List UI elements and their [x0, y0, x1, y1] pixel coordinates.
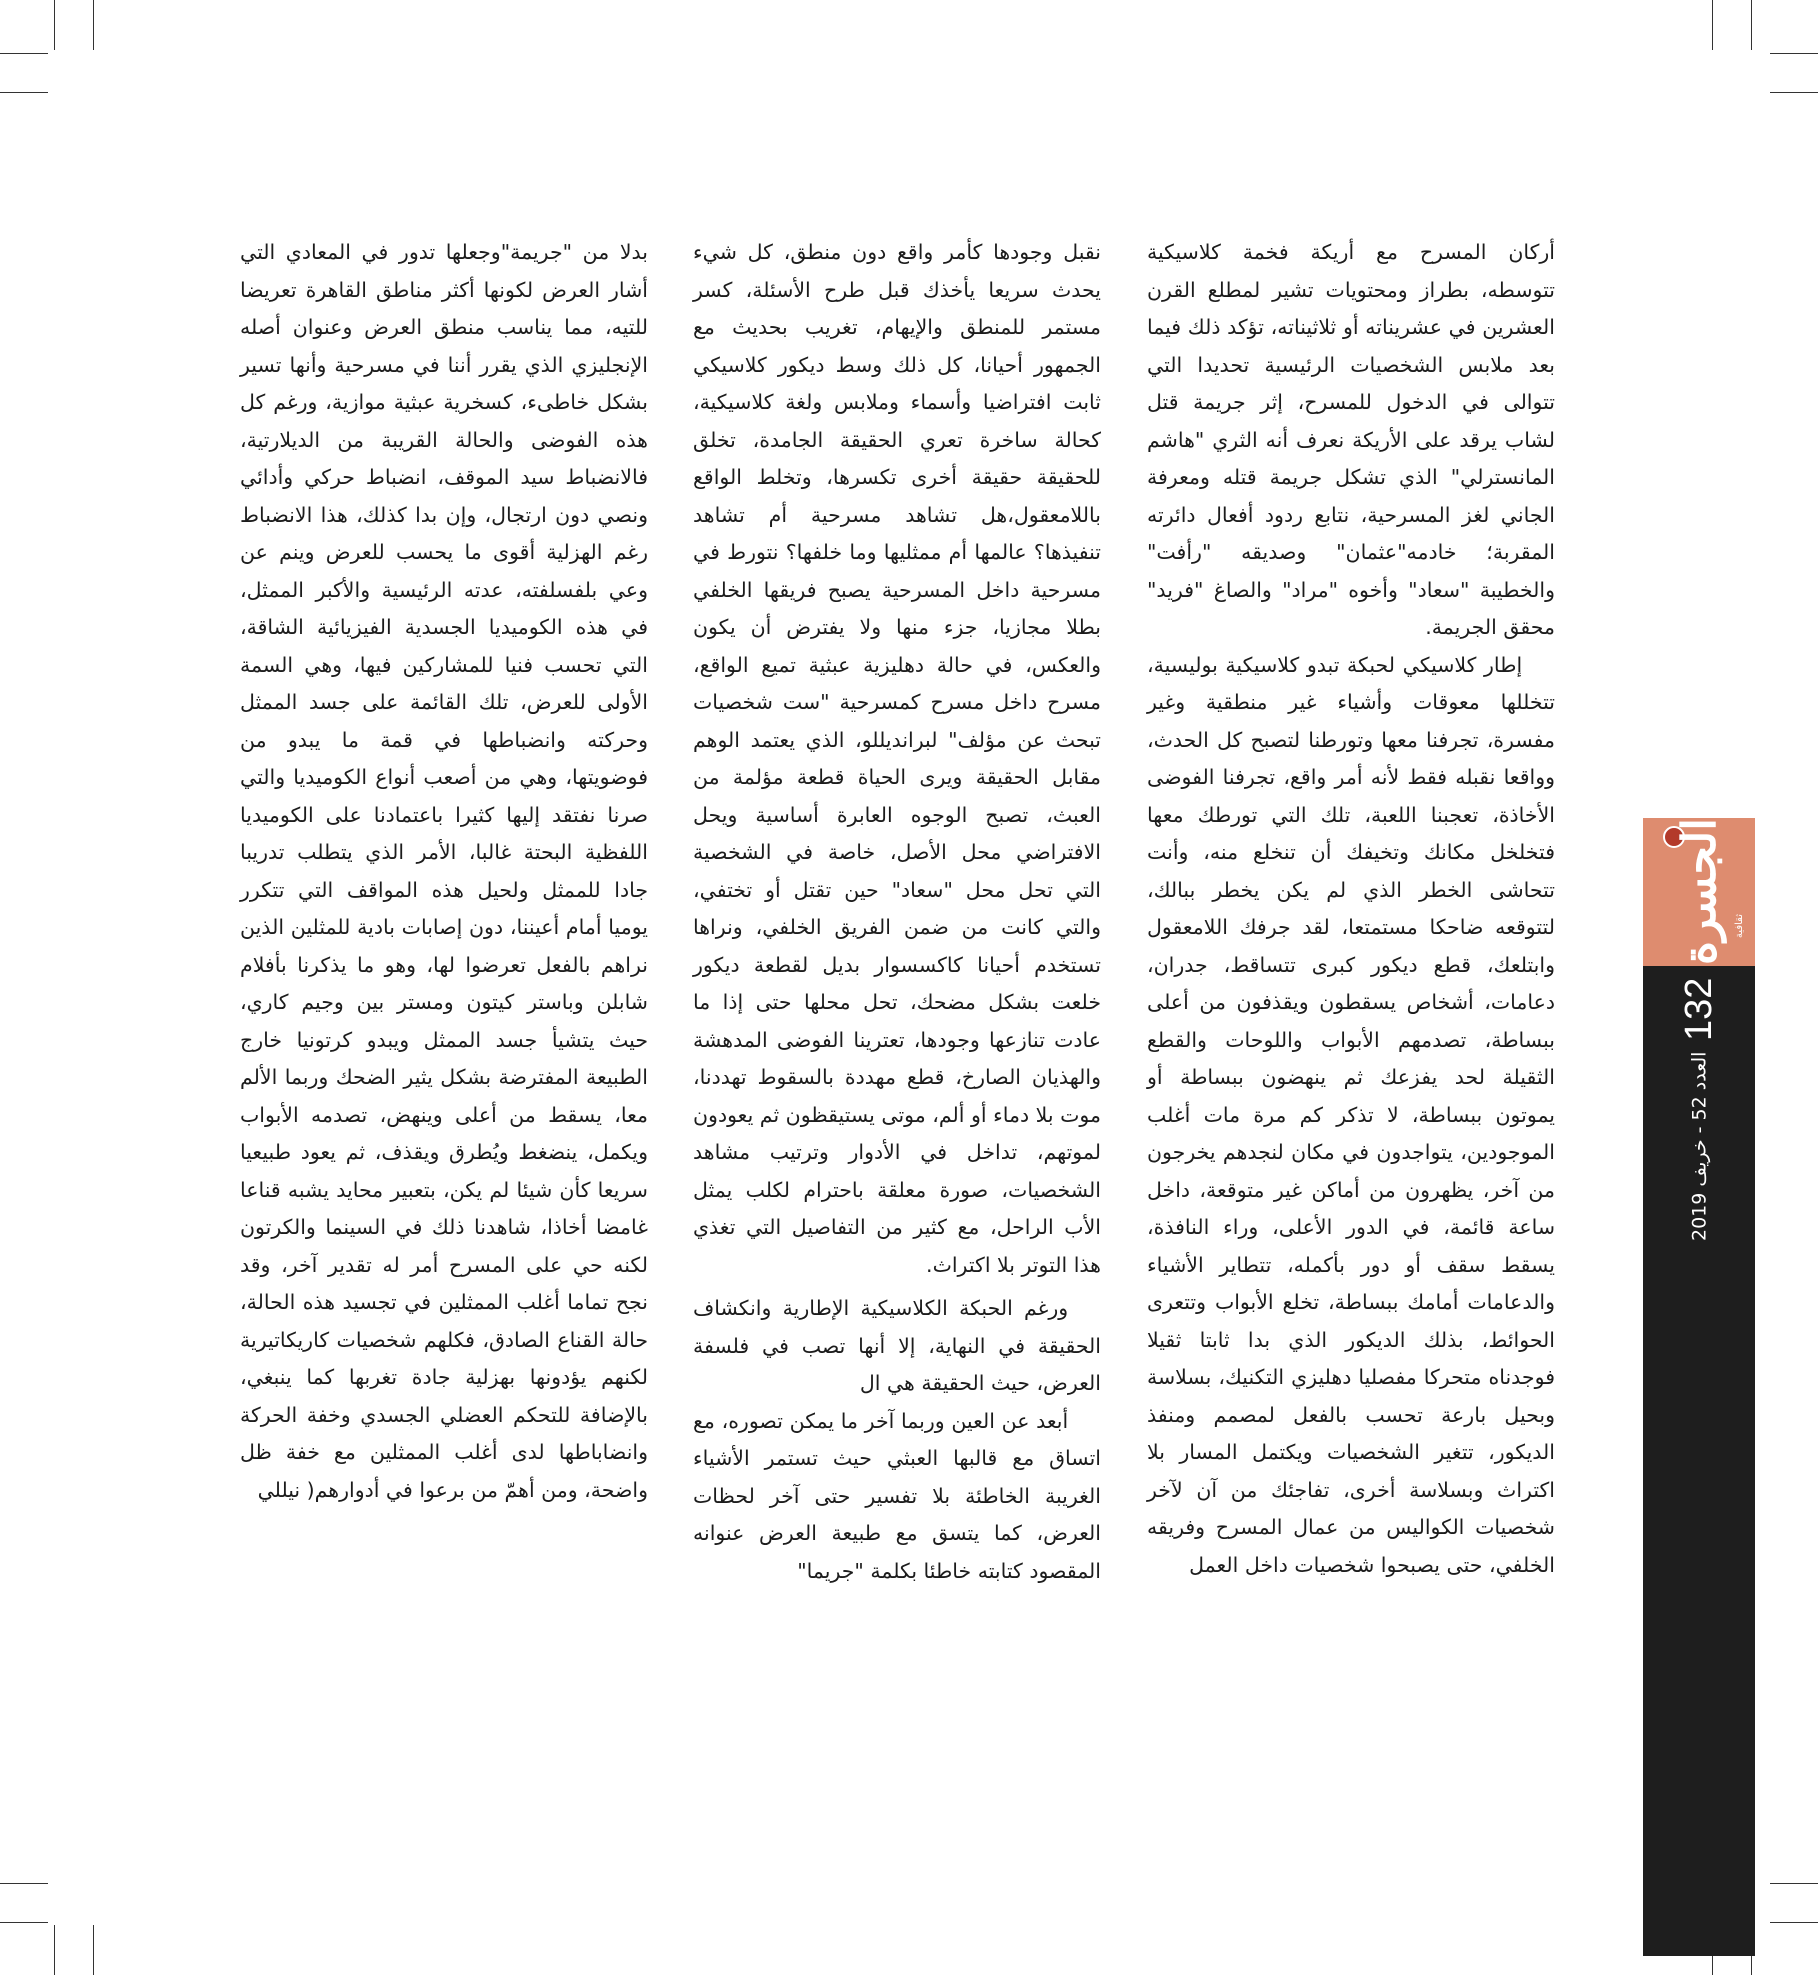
crop-mark — [0, 53, 48, 54]
paragraph: بدلا من "جريمة"وجعلها تدور في المعادي التي أشار العرض لكونها أكثر مناطق القاهرة تعريضا للتيه، مما يناسب منطق العرض وعنوان أصله الإنجليزي الذي يقرر أننا في مسرحية وأنها تسير بشكل خاطىء، كسخرية عبثية موازية، ورغم كل هذه الفوضى والحالة القريبة من الديلارتية، فالانضباط سيد الموقف، انضباط حركي وأدائي ونصي دون ارتجال، وإن بدا كذلك، هذا الانضباط رغم الهزلية أقوى ما يحسب للعرض وينم عن وعي بلفسلفته، عدته الرئيسية والأكبر الممثل، في هذه الكوميديا الجسدية الفيزيائية الشاقة، التي تحسب فنيا للمشاركين فيها، وهي السمة الأولى للعرض، تلك القائمة على جسد الممثل وحركته وانضباطها في قمة ما يبدو من فوضويتها، وهي من أصعب أنواع الكوميديا والتي صرنا نفتقد إليها كثيرا باعتمادنا على الكوميديا اللفظية البحتة غالبا، الأمر الذي يتطلب تدريبا جادا للممثل ولحيل هذه المواقف التي تتكرر يوميا أمام أعيننا، دون إصابات بادية للمثلين الذين نراهم بالفعل تعرضوا لها، وهو ما يذكرنا بأفلام شابلن وباستر كيتون ومستر بين وجيم كاري، حيث يتشيأ جسد الممثل ويبدو كرتونيا خارج الطبيعة المفترضة بشكل يثير الضحك وربما الألم معا، يسقط من أعلى وينهض، تصدمه الأبواب ويكمل، ينضغط ويُطرق ويقذف، ثم يعود طبيعيا سريعا كأن شيئا لم يكن، بتعبير محايد يشبه قناعا غامضا أخاذا، شاهدنا ذلك في السينما والكرتون لكنه حي على المسرح أمر له تقدير آخر، وقد نجح تماما أغلب الممثلين في تجسيد هذه الحالة، حالة القناع الصادق، فكلهم شخصيات كاريكاتيرية لكنهم يؤدونها بهزلية جادة تغربها كما ينبغي، بالإضافة للتحكم العضلي الجسدي وخفة الحركة وانضاباطها لدى أغلب الممثلين مع خفة ظل واضحة، ومن أهمّ من برعوا في أدوارهم( نيللي — [240, 240, 648, 1502]
crop-mark — [1770, 92, 1818, 93]
paragraph: أركان المسرح مع أريكة فخمة كلاسيكية تتوسطه، بطراز ومحتويات تشير لمطلع القرن العشرين في عشريناته أو ثلاثيناته، تؤكد ذلك فيما بعد ملابس الشخصيات الرئيسية تحديدا التي تتوالى في الدخول للمسرح، إثر جريمة قتل لشاب يرقد على الأريكة نعرف أنه الثري "هاشم المانسترلي" الذي تشكل جريمة قتله ومعرفة الجاني لغز المسرحية، نتابع ردود أفعال دائرته المقربة؛ خادمه"عثمان" وصديقه "رأفت" والخطيبة "سعاد" وأخوه "مراد" والصاغ "فريد" محقق الجريمة. — [1147, 240, 1555, 639]
article-column-middle — [693, 234, 1101, 1590]
article-column-left — [240, 234, 648, 1509]
magazine-logo-subtitle: ثقافية — [1734, 914, 1745, 939]
crop-mark — [0, 1883, 48, 1884]
crop-mark — [1770, 53, 1818, 54]
crop-mark — [93, 1925, 94, 1975]
issue-banner — [1643, 966, 1755, 1956]
magazine-logo: الجسرة — [1672, 818, 1726, 966]
crop-mark — [1751, 0, 1752, 50]
crop-mark — [0, 92, 48, 93]
crop-mark — [1770, 1922, 1818, 1923]
article-column-right — [1147, 234, 1555, 1584]
crop-mark — [54, 0, 55, 50]
crop-mark — [54, 1925, 55, 1975]
issue-info — [1678, 966, 1721, 1308]
crop-mark — [1770, 1883, 1818, 1884]
paragraph: إطار كلاسيكي لحبكة تبدو كلاسيكية بوليسية، تتخللها معوقات وأشياء غير منطقية وغير مفسرة، تجرفنا معها وتورطنا لتصبح كل الحدث، وواقعا نقبله فقط لأنه أمر واقع، تجرفنا الفوضى الأخاذة، تعجبنا اللعبة، تلك التي تورطك معها فتخلخل مكانك وتخيفك أن تنخلع منه، وأنت تتحاشى الخطر الذي لم يكن يخطر ببالك، لتتوقعه ضاحكا مستمتعا، لقد جرفك اللامعقول وابتلعك، قطع ديكور كبرى تتساقط، جدران، دعامات، أشخاص يسقطون ويقذفون من أعلى ببساطة، تصدمهم الأبواب واللوحات والقطع الثقيلة لحد يفزعك ثم ينهضون ببساطة أو يموتون ببساطة، لا تذكر كم مرة مات أغلب الموجودين، يتواجدون في مكان لنجدهم يخرجون من آخر، يظهرون من أماكن غير متوقعة، داخل ساعة قائمة، في الدور الأعلى، وراء النافذة، يسقط سقف أو دور بأكمله، تتطاير الأشياء والدعامات أمامك ببساطة، تخلع الأبواب وتتعرى الحوائط، بذلك الديكور الذي بدا ثابتا ثقيلا فوجدناه متحركا مفصليا دهليزي التكنيك، بسلاسة وبحيل بارعة تحسب بالفعل لمصمم ومنفذ الديكور، تتغير الشخصيات ويكتمل المسار بلا اكتراث وبسلاسة أخرى، تفاجئك من آن لآخر شخصيات الكواليس من عمال المسرح وفريقه الخلفي، حتى يصبحوا شخصيات داخل العمل — [1147, 652, 1555, 1577]
paragraph: نقبل وجودها كأمر واقع دون منطق، كل شيء يحدث سريعا يأخذك قبل طرح الأسئلة، كسر مستمر للمنطق والإيهام، تغريب بحديث مع الجمهور أحيانا، كل ذلك وسط ديكور كلاسيكي ثابت افتراضيا وأسماء وملابس ولغة كلاسيكية، كحالة ساخرة تعري الحقيقة الجامدة، تخلق للحقيقة حقيقة أخرى تكسرها، وتخلط الواقع باللامعقول،هل تشاهد مسرحية أم تشاهد تنفيذها؟ عالمها أم ممثليها وما خلفها؟ نتورط في مسرحية داخل المسرحية يصبح فريقها الخلفي بطلا مجازيا، جزء منها ولا يفترض أن يكون والعكس، في حالة دهليزية عبثية تميع الواقع، مسرح داخل مسرح كمسرحية "ست شخصيات تبحث عن مؤلف" لبرانديللو، الذي يعتمد الوهم مقابل الحقيقة ويرى الحياة قطعة مؤلمة من العبث، تصبح الوجوه العابرة أساسية ويحل الافتراضي محل الأصل، خاصة في الشخصية التي تحل محل "سعاد" حين تقتل أو تختفي، والتي كانت من ضمن الفريق الخلفي، ونراها تستخدم أحيانا كاكسسوار بديل لقطعة ديكور خلعت بشكل مضحك، تحل محلها حتى إذا ما عادت تنازعها وجودها، تعترينا الفوضى المدهشة والهذيان الصارخ، قطع مهددة بالسقوط تهددنا، موت بلا دماء أو ألم، موتى يستيقظون ثم يعودون لموتهم، تداخل في الأدوار وترتيب مشاهد الشخصيات، صورة معلقة باحترام لكلب يمثل الأب الراحل، مع كثير من التفاصيل التي تغذي هذا التوتر بلا اكتراث. — [693, 240, 1101, 1277]
crop-mark — [0, 1922, 48, 1923]
magazine-logo-box — [1643, 818, 1755, 966]
crop-mark — [1712, 0, 1713, 50]
paragraph: أبعد عن العين وربما آخر ما يمكن تصوره، مع اتساق مع قالبها العبثي حيث تستمر الأشياء الغريبة الخاطئة بلا تفسير حتى آخر لحظات العرض، كما يتسق مع طبيعة العرض عنوانه المقصود كتابته خاطئا بكلمة "جريما" — [693, 1408, 1101, 1583]
issue-line: العدد 52 - خريف 2019 — [1688, 1051, 1710, 1241]
page-number: 132 — [1677, 978, 1720, 1042]
paragraph: ورغم الحبكة الكلاسيكية الإطارية وانكشاف الحقيقة في النهاية، إلا أنها تصب في فلسفة العرض، حيث الحقيقة هي ال — [693, 1296, 1101, 1395]
crop-mark — [93, 0, 94, 50]
